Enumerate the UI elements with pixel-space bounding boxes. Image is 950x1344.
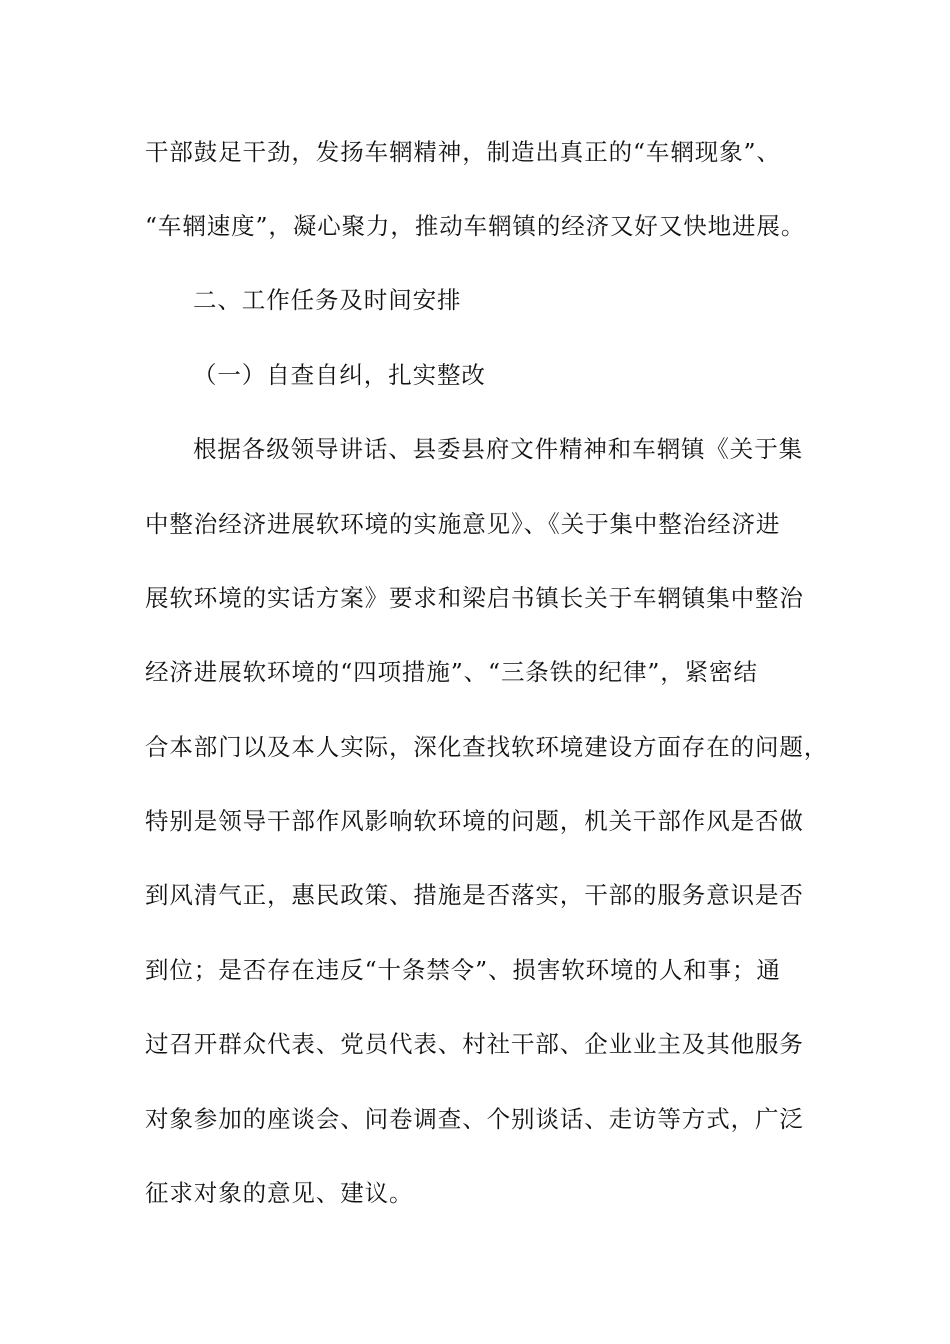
- paragraph-line: 到位；是否存在违反“十条禁令”、损害软环境的人和事；通: [145, 956, 781, 984]
- paragraph-line: 特别是领导干部作风影响软环境的问题，机关干部作风是否做: [145, 807, 804, 835]
- paragraph-line: 干部鼓足干劲，发扬车辋精神，制造出真正的“车辋现象”、: [145, 138, 781, 166]
- paragraph-line: 对象参加的座谈会、问卷调查、个别谈话、走访等方式，广泛: [145, 1105, 804, 1133]
- paragraph-line: 过召开群众代表、党员代表、村社干部、企业业主及其他服务: [145, 1030, 804, 1058]
- paragraph-line: 中整治经济进展软环境的实施意见》、《关于集中整治经济进: [145, 510, 781, 538]
- paragraph-line: 根据各级领导讲话、县委县府文件精神和车辋镇《关于集: [193, 435, 803, 463]
- paragraph-line: 经济进展软环境的“四项措施”、“三条铁的纪律”，紧密结: [145, 658, 758, 686]
- section-heading: 二、工作任务及时间安排: [193, 286, 462, 314]
- paragraph-line: 展软环境的实话方案》要求和梁启书镇长关于车辋镇集中整治: [145, 584, 804, 612]
- paragraph-line: “车辋速度”，凝心聚力，推动车辋镇的经济又好又快地进展。: [145, 212, 806, 240]
- paragraph-line: 到风清气正，惠民政策、措施是否落实，干部的服务意识是否: [145, 881, 804, 909]
- paragraph-line: 合本部门以及本人实际，深化查找软环境建设方面存在的问题，: [145, 733, 829, 761]
- subsection-heading: （一）自查自纠，扎实整改: [193, 361, 486, 389]
- paragraph-line: 征求对象的意见、建议。: [145, 1179, 414, 1207]
